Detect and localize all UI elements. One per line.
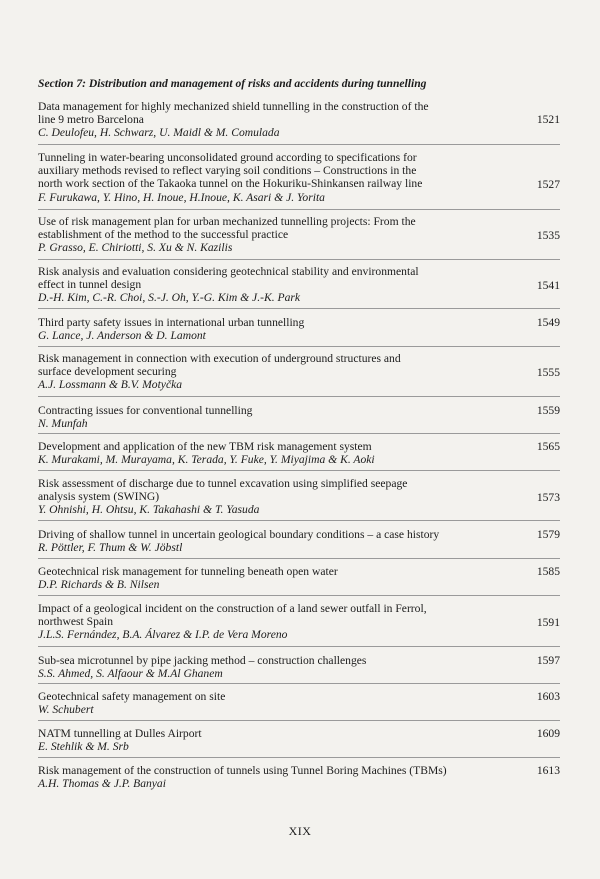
divider bbox=[38, 683, 560, 684]
divider bbox=[38, 396, 560, 397]
toc-entry bbox=[38, 727, 560, 753]
entry-title-line: auxiliary methods revised to reflect varying soil conditions – Constructions in the bbox=[38, 164, 417, 178]
entry-page-number: 1573 bbox=[536, 491, 560, 504]
divider bbox=[38, 558, 560, 559]
entry-title-line: Geotechnical safety management on site bbox=[38, 690, 226, 703]
toc-entry bbox=[38, 565, 560, 591]
page-number-folio: XIX bbox=[288, 824, 312, 838]
entry-title-line: Use of risk management plan for urban mechanized tunnelling projects: From the bbox=[38, 215, 416, 228]
entry-authors: F. Furukawa, Y. Hino, H. Inoue, H.Inoue, K. Asari & J. Yorita bbox=[38, 190, 325, 204]
toc-entry bbox=[38, 440, 560, 466]
entry-title-line: surface development securing bbox=[38, 365, 177, 379]
entry-authors: E. Stehlik & M. Srb bbox=[38, 740, 129, 754]
entry-authors: A.H. Thomas & J.P. Banyai bbox=[38, 777, 166, 791]
toc-entry bbox=[38, 764, 560, 790]
divider bbox=[38, 720, 560, 721]
entry-title-line: line 9 metro Barcelona bbox=[38, 113, 144, 127]
divider bbox=[38, 346, 560, 347]
entry-page-number: 1613 bbox=[536, 764, 560, 777]
entry-authors: N. Munfah bbox=[38, 417, 88, 431]
entry-page-number: 1591 bbox=[536, 616, 560, 629]
entry-authors: P. Grasso, E. Chiriotti, S. Xu & N. Kazilis bbox=[38, 241, 233, 255]
entry-title-line: Tunneling in water-bearing unconsolidated ground according to specifications for bbox=[38, 151, 417, 164]
entry-authors: D.-H. Kim, C.-R. Choi, S.-J. Oh, Y.-G. Kim & J.-K. Park bbox=[38, 291, 301, 305]
divider bbox=[38, 757, 560, 758]
toc-entry bbox=[38, 100, 560, 140]
toc-entry bbox=[38, 352, 560, 392]
toc-entry bbox=[38, 265, 560, 305]
toc-entry bbox=[38, 654, 560, 680]
entry-title-line: north work section of the Takaoka tunnel on the Hokuriku-Shinkansen railway line bbox=[38, 177, 423, 191]
entry-title-line: establishment of the method to the successful practice bbox=[38, 228, 289, 242]
entry-title-line: Risk assessment of discharge due to tunnel excavation using simplified seepage bbox=[38, 477, 408, 490]
entry-page-number: 1541 bbox=[536, 279, 560, 292]
entry-page-number: 1521 bbox=[536, 113, 560, 126]
divider bbox=[38, 209, 560, 210]
entry-title-line: Risk management in connection with execution of underground structures and bbox=[38, 352, 401, 365]
divider bbox=[38, 646, 560, 647]
entry-page-number: 1579 bbox=[536, 528, 560, 541]
entry-page-number: 1585 bbox=[536, 565, 560, 578]
entry-authors: K. Murakami, M. Murayama, K. Terada, Y. Fuke, Y. Miyajima & K. Aoki bbox=[38, 453, 375, 467]
entry-title-line: NATM tunnelling at Dulles Airport bbox=[38, 727, 202, 740]
entry-authors: W. Schubert bbox=[38, 703, 94, 717]
entry-page-number: 1549 bbox=[536, 316, 560, 329]
entry-authors: R. Pöttler, F. Thum & W. Jöbstl bbox=[38, 541, 183, 555]
entry-page-number: 1609 bbox=[536, 727, 560, 740]
entry-page-number: 1565 bbox=[536, 440, 560, 453]
entry-authors: C. Deulofeu, H. Schwarz, U. Maidl & M. Comulada bbox=[38, 126, 280, 140]
entry-authors: J.L.S. Fernández, B.A. Álvarez & I.P. de Vera Moreno bbox=[38, 628, 288, 642]
toc-entry bbox=[38, 602, 560, 642]
entry-authors: S.S. Ahmed, S. Alfaour & M.Al Ghanem bbox=[38, 667, 223, 681]
entry-authors: A.J. Lossmann & B.V. Motyčka bbox=[38, 378, 183, 392]
toc-entry bbox=[38, 528, 560, 554]
divider bbox=[38, 259, 560, 260]
toc-entry bbox=[38, 690, 560, 716]
section-heading: Section 7: Distribution and management of risks and accidents during tunnelling bbox=[38, 77, 427, 90]
divider bbox=[38, 470, 560, 471]
entry-title-line: Third party safety issues in international urban tunnelling bbox=[38, 316, 305, 329]
entry-title-line: Driving of shallow tunnel in uncertain geological boundary conditions – a case history bbox=[38, 528, 440, 541]
toc-entry bbox=[38, 316, 560, 342]
entry-title-line: Risk analysis and evaluation considering geotechnical stability and environmental bbox=[38, 265, 419, 278]
entry-page-number: 1555 bbox=[536, 366, 560, 379]
entry-authors: G. Lance, J. Anderson & D. Lamont bbox=[38, 329, 206, 343]
entry-title-line: effect in tunnel design bbox=[38, 278, 142, 292]
entry-title-line: Geotechnical risk management for tunneling beneath open water bbox=[38, 565, 338, 578]
toc-entry bbox=[38, 215, 560, 255]
entry-title-line: Development and application of the new TBM risk management system bbox=[38, 440, 372, 453]
toc-entry bbox=[38, 404, 560, 430]
entry-title-line: Impact of a geological incident on the construction of a land sewer outfall in Ferrol, bbox=[38, 602, 427, 615]
entry-title-line: Data management for highly mechanized shield tunnelling in the construction of the bbox=[38, 100, 429, 113]
entry-page-number: 1527 bbox=[536, 178, 560, 191]
toc-entry bbox=[38, 151, 560, 204]
divider bbox=[38, 595, 560, 596]
entry-title-line: analysis system (SWING) bbox=[38, 490, 160, 504]
entry-page-number: 1597 bbox=[536, 654, 560, 667]
entry-page-number: 1559 bbox=[536, 404, 560, 417]
divider bbox=[38, 144, 560, 145]
divider bbox=[38, 433, 560, 434]
entry-title-line: northwest Spain bbox=[38, 615, 114, 629]
divider bbox=[38, 520, 560, 521]
entry-title-line: Contracting issues for conventional tunnelling bbox=[38, 404, 253, 417]
entry-title-line: Sub-sea microtunnel by pipe jacking method – construction challenges bbox=[38, 654, 367, 667]
entry-page-number: 1603 bbox=[536, 690, 560, 703]
entry-page-number: 1535 bbox=[536, 229, 560, 242]
entry-authors: Y. Ohnishi, H. Ohtsu, K. Takahashi & T. Yasuda bbox=[38, 503, 260, 517]
entry-title-line: Risk management of the construction of tunnels using Tunnel Boring Machines (TBMs) bbox=[38, 764, 447, 777]
toc-entry bbox=[38, 477, 560, 517]
entry-authors: D.P. Richards & B. Nilsen bbox=[38, 578, 160, 592]
divider bbox=[38, 308, 560, 309]
